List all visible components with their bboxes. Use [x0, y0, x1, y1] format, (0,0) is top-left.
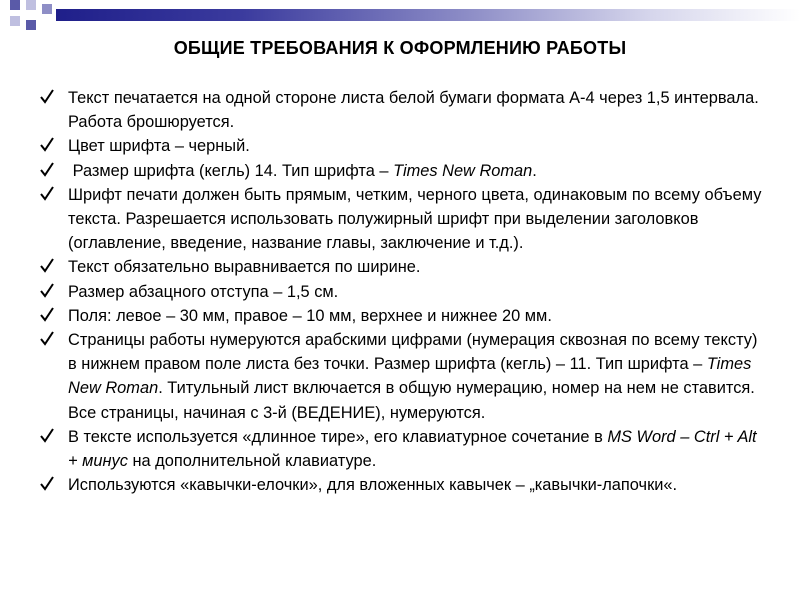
requirements-list — [40, 86, 770, 497]
checkmark-icon — [40, 427, 54, 443]
item-text: Поля: левое – 30 мм, правое – 10 мм, верхнее и нижнее 20 мм. — [68, 306, 552, 325]
list-item — [40, 255, 770, 279]
item-text: Текст печатается на одной стороне листа белой бумаги формата А-4 через 1,5 интервала. Работа брошюруется. — [68, 89, 759, 132]
font-name-emphasis: Times New Roman — [393, 161, 533, 180]
page-title: ОБЩИЕ ТРЕБОВАНИЯ К ОФОРМЛЕНИЮ РАБОТЫ — [173, 38, 627, 58]
list-item — [40, 328, 770, 425]
item-text-part: . Титульный лист включается в общую нумерацию, номер на нем не ставится. Все страницы, начиная с 3-й (ВЕДЕНИЕ), нумеруются. — [68, 379, 755, 422]
item-text-part: Размер шрифта (кегль) 14. Тип шрифта – — [68, 161, 394, 180]
item-text: Текст обязательно выравнивается по ширине. — [68, 258, 421, 277]
decor-square — [42, 4, 52, 14]
checkmark-icon — [40, 161, 54, 177]
list-item — [40, 280, 770, 304]
decor-square — [26, 0, 36, 10]
decor-square — [10, 16, 20, 26]
item-text: Цвет шрифта – черный. — [68, 137, 250, 156]
item-text — [68, 331, 757, 422]
list-item — [40, 86, 770, 134]
item-text-part: В тексте используется «длинное тире», его клавиатурное сочетание в — [68, 427, 608, 446]
checkmark-icon — [40, 136, 54, 152]
font-name-emphasis: Times New Roman — [68, 355, 752, 398]
checkmark-icon — [40, 330, 54, 346]
checkmark-icon — [40, 306, 54, 322]
item-text-part: Страницы работы нумеруются арабскими цифрами (нумерация сквозная по всему тексту) в нижнем правом поле листа без точки. Размер шрифта (кегль) – 11. Тип шрифта – — [68, 331, 758, 374]
decor-square — [10, 0, 20, 10]
item-text-part: . — [532, 161, 537, 180]
checkmark-icon — [40, 475, 54, 491]
checkmark-icon — [40, 88, 54, 104]
decor-square — [26, 20, 36, 30]
item-text: Размер абзацного отступа – 1,5 см. — [68, 282, 339, 301]
item-text — [68, 428, 757, 470]
shortcut-emphasis: MS Word – Ctrl + Alt + минус — [68, 427, 757, 471]
checkmark-icon — [40, 282, 54, 298]
list-item — [40, 183, 770, 256]
list-item — [40, 304, 770, 328]
item-text: Шрифт печати должен быть прямым, четким, черного цвета, одинаковым по всему объему текста. Разрешается использовать полужирный шрифт при выделении заголовков (оглавление, введение, название главы, заключение и т.д.). — [68, 185, 762, 253]
requirements-content — [40, 86, 770, 497]
decor-gradient-bar — [56, 9, 800, 21]
list-item — [40, 134, 770, 158]
list-item — [40, 159, 770, 183]
checkmark-icon — [40, 185, 54, 201]
item-text-part: на дополнительной клавиатуре. — [127, 452, 377, 471]
decorative-header-band — [0, 0, 800, 36]
item-text — [68, 162, 537, 180]
checkmark-icon — [40, 257, 54, 273]
list-item — [40, 425, 770, 473]
list-item — [40, 473, 770, 497]
item-text: Используются «кавычки-елочки», для вложенных кавычек – „кавычки-лапочки«. — [68, 476, 678, 495]
